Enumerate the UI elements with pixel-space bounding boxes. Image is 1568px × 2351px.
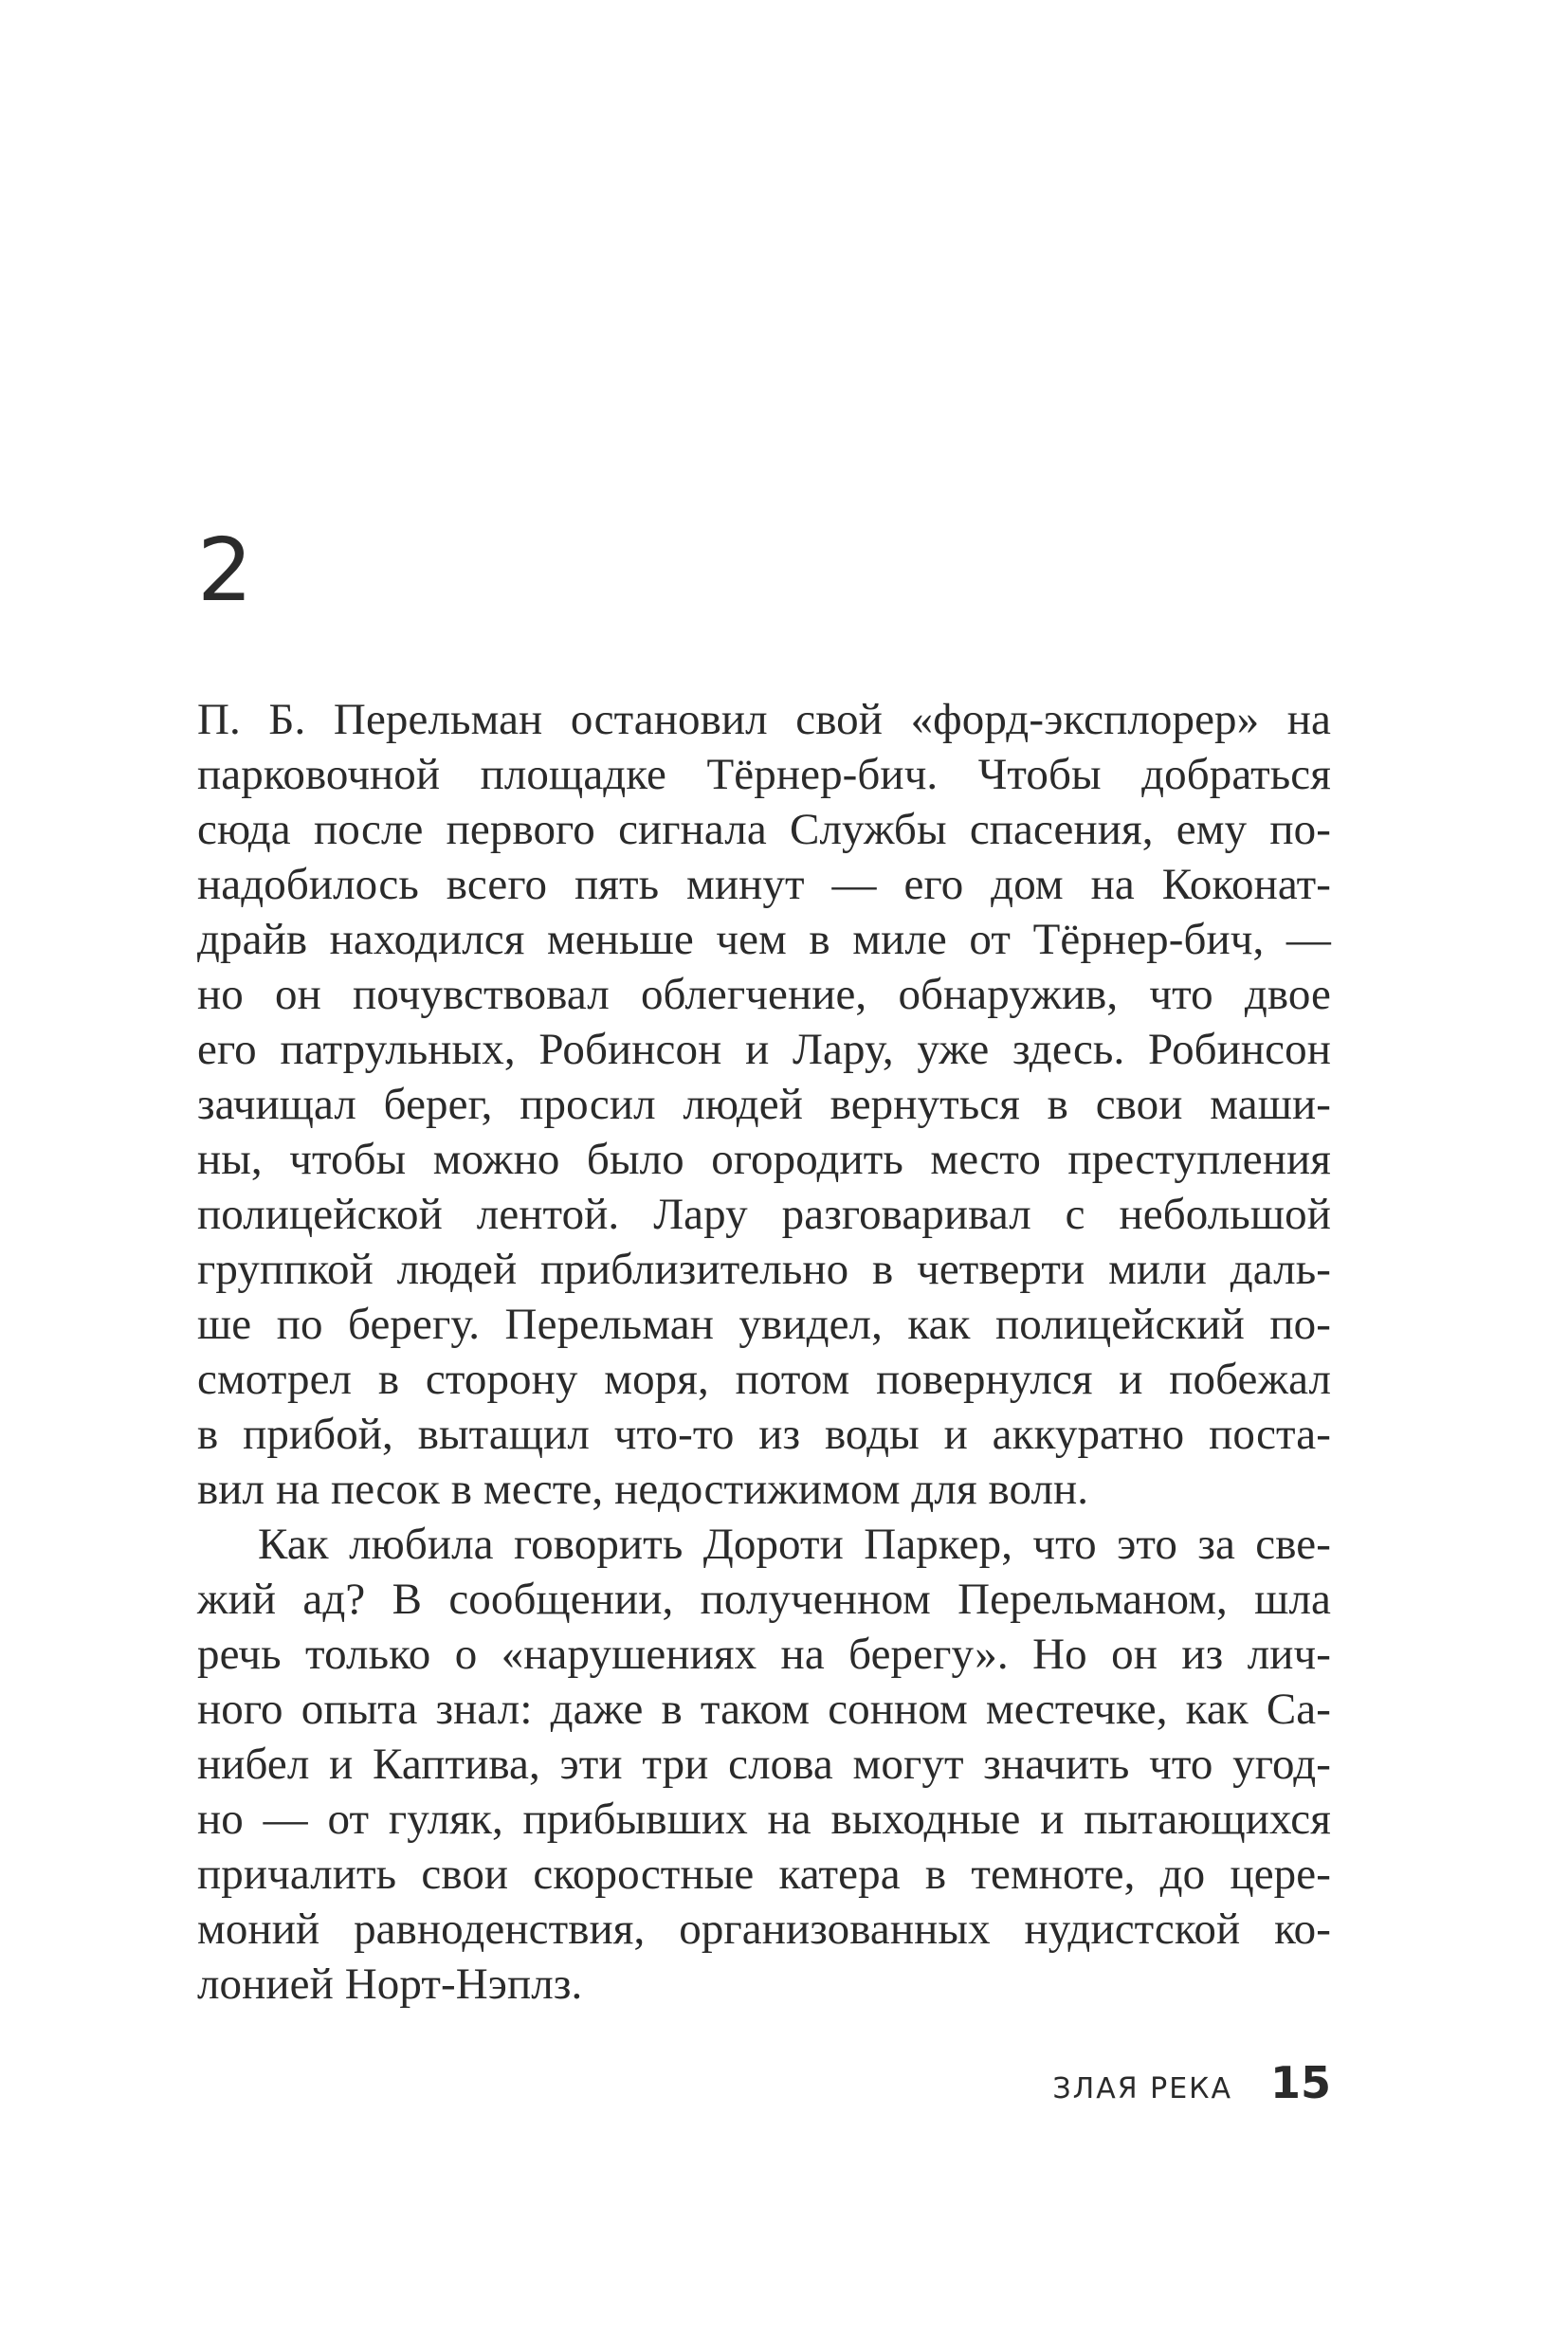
text-line: ше по берегу. Перельман увидел, как полицейский по- xyxy=(197,1300,1331,1349)
paragraph-2 xyxy=(197,1517,1331,2012)
page-number: 15 xyxy=(1269,2057,1331,2108)
text-line: драйв находился меньше чем в миле от Тёрнер-бич, — xyxy=(197,915,1331,964)
text-line: смотрел в сторону моря, потом повернулся и побежал xyxy=(197,1355,1331,1404)
text-line: лонией Норт-Нэплз. xyxy=(197,1959,583,2009)
text-line: жий ад? В сообщении, полученном Перельманом, шла xyxy=(197,1575,1331,1624)
paragraph-1 xyxy=(197,692,1331,1517)
text-line: П. Б. Перельман остановил свой «форд-эксплорер» на xyxy=(197,695,1331,744)
text-line: парковочной площадке Тёрнер-бич. Чтобы добраться xyxy=(197,750,1331,799)
text-line: ны, чтобы можно было огородить место преступления xyxy=(197,1135,1331,1184)
text-line: но — от гуляк, прибывших на выходные и пытающихся xyxy=(197,1795,1331,1844)
text-line: нибел и Каптива, эти три слова могут значить что угод- xyxy=(197,1740,1331,1789)
text-line: сюда после первого сигнала Службы спасения, ему по- xyxy=(197,805,1331,854)
text-line: Как любила говорить Дороти Паркер, что это за све- xyxy=(258,1520,1331,1569)
text-line: вил на песок в месте, недостижимом для волн. xyxy=(197,1465,1089,1514)
running-title: ЗЛАЯ РЕКА xyxy=(1052,2072,1232,2105)
text-line: но он почувствовал облегчение, обнаружив, что двое xyxy=(197,970,1331,1019)
page-footer xyxy=(1052,2057,1331,2108)
text-line: в прибой, вытащил что-то из воды и аккуратно поста- xyxy=(197,1410,1331,1459)
text-line: моний равноденствия, организованных нудистской ко- xyxy=(197,1904,1331,1954)
text-line: надобилось всего пять минут — его дом на Коконат- xyxy=(197,860,1331,909)
text-line: ного опыта знал: даже в таком сонном местечке, как Са- xyxy=(197,1685,1331,1734)
text-line: его патрульных, Робинсон и Лару, уже здесь. Робинсон xyxy=(197,1025,1331,1074)
body-text xyxy=(197,692,1331,2012)
text-line: полицейской лентой. Лару разговаривал с небольшой xyxy=(197,1190,1331,1239)
chapter-number: 2 xyxy=(197,519,253,621)
text-line: причалить свои скоростные катера в темноте, до цере- xyxy=(197,1850,1331,1899)
text-line: зачищал берег, просил людей вернуться в свои маши- xyxy=(197,1080,1331,1129)
text-line: речь только о «нарушениях на берегу». Но он из лич- xyxy=(197,1630,1331,1679)
text-line: группкой людей приблизительно в четверти мили даль- xyxy=(197,1245,1331,1294)
